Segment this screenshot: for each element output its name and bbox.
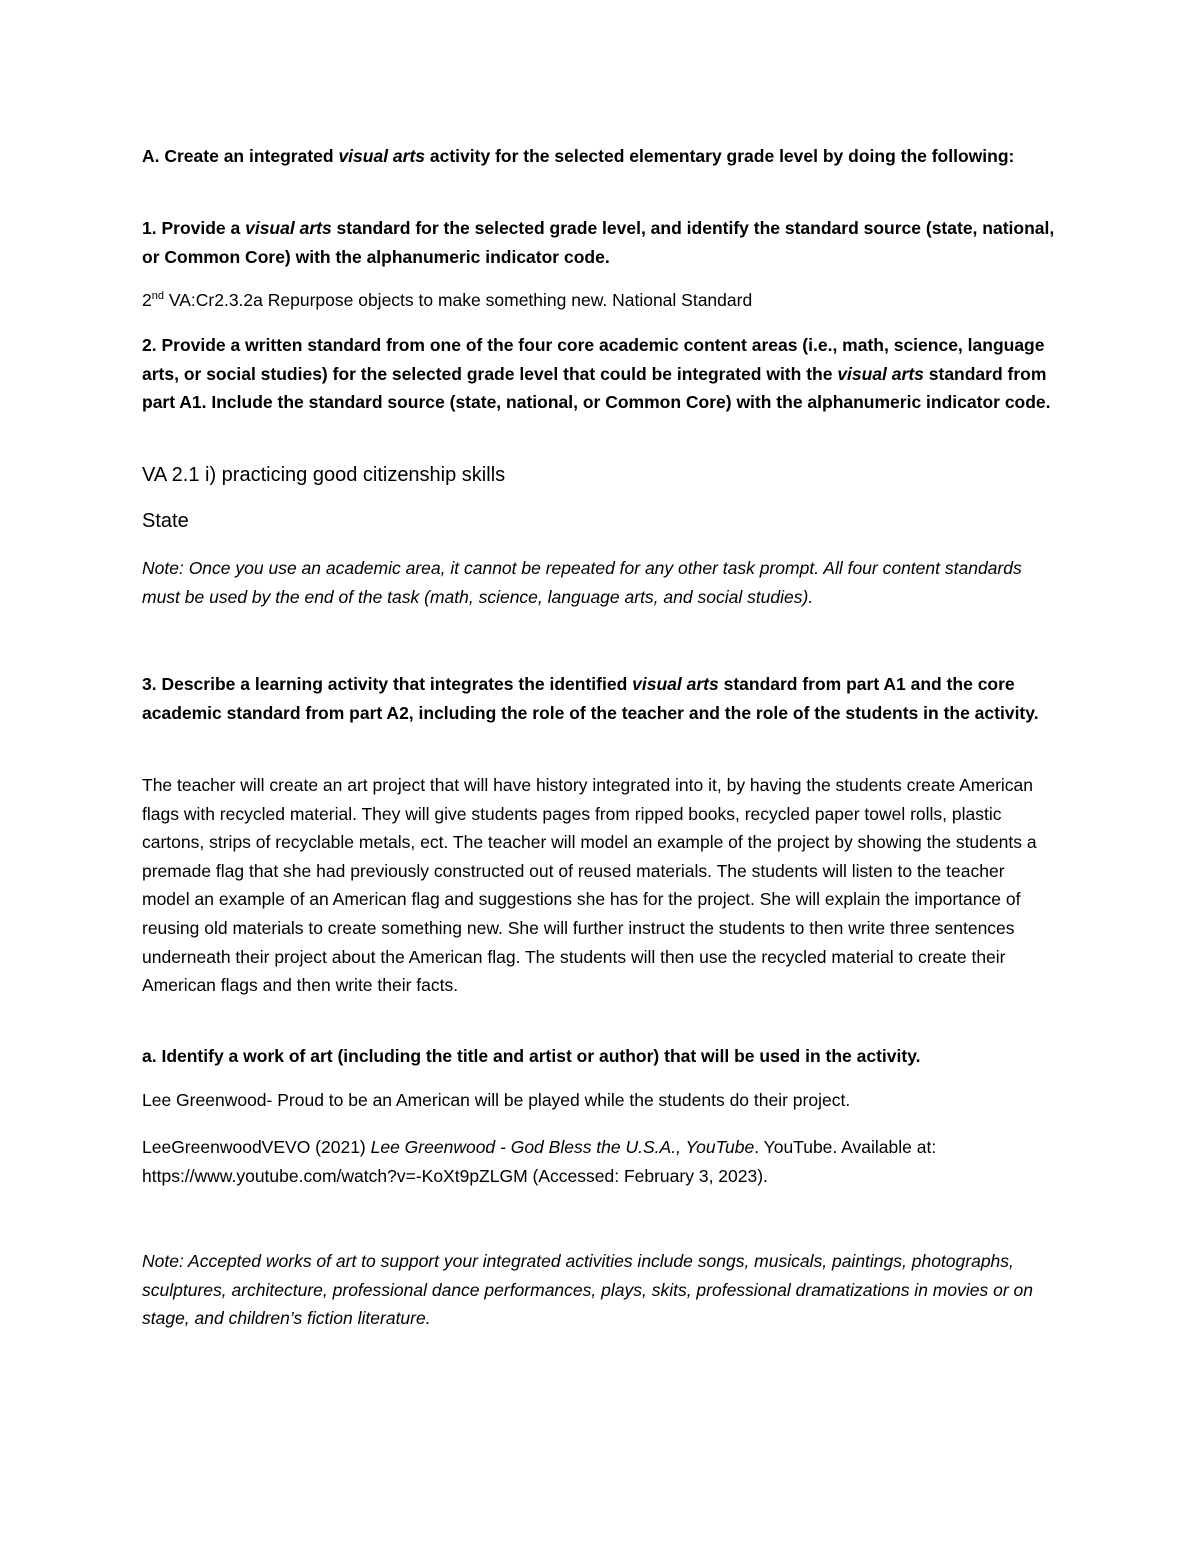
citation <box>142 1133 1057 1190</box>
note-1: Note: Once you use an academic area, it cannot be repeated for any other task prompt. All four content standards must be used by the end of the task (math, science, language arts, and social studies). <box>142 558 1022 607</box>
note-2: Note: Accepted works of art to support your integrated activities include songs, musicals, paintings, photographs, sculptures, architecture, professional dance performances, plays, skits, professional dramatizations in movies or on stage, and children’s fiction literature. <box>142 1251 1033 1329</box>
answer-3: The teacher will create an art project that will have history integrated into it, by having the students create American flags with recycled material. They will give students pages from ripped books, recycled paper towel rolls, plastic cartons, strips of recyclable metals, ect. The teacher will model an example of the project by showing the students a premade flag that she had previously constructed out of reused materials. The students will listen to the teacher model an example of an American flag and suggestions she has for the project. She will explain the importance of reusing old materials to create something new. She will further instruct the students to then write three sentences underneath their project about the American flag. The students will then use the recycled material to create their American flags and then write their facts. <box>142 775 1037 996</box>
section-a-suffix: activity for the selected elementary grade level by doing the following: <box>425 146 1015 166</box>
section-a-heading <box>142 142 1057 171</box>
answer-1-grade-superscript: nd <box>151 290 164 303</box>
prompt-a: a. Identify a work of art (including the title and artist or author) that will be used in the activity. <box>142 1046 921 1066</box>
citation-author: LeeGreenwoodVEVO (2021) <box>142 1137 371 1157</box>
citation-details: . YouTube. Available at: https://www.youtube.com/watch?v=-KoXt9pZLGM (Accessed: February 3, 2023). <box>142 1137 937 1186</box>
section-a-prefix: A. Create an integrated <box>142 146 339 166</box>
answer-a: Lee Greenwood- Proud to be an American will be played while the students do their project. <box>142 1090 851 1110</box>
prompt-2-suffix: standard from part A1. Include the standard source (state, national, or Common Core) with the alphanumeric indicator code. <box>142 363 1051 413</box>
answer-1-text: VA:Cr2.3.2a Repurpose objects to make something new. National Standard <box>163 290 753 310</box>
answer-2-source: State <box>142 510 189 532</box>
prompt-3 <box>142 670 1057 727</box>
citation-title: Lee Greenwood - God Bless the U.S.A., YouTube <box>370 1137 755 1157</box>
section-a-emphasis: visual arts <box>338 146 426 166</box>
prompt-2 <box>142 331 1057 417</box>
prompt-3-emphasis: visual arts <box>632 674 719 694</box>
prompt-1-emphasis: visual arts <box>245 218 332 238</box>
prompt-3-prefix: 3. Describe a learning activity that integrates the identified <box>142 674 633 694</box>
answer-1-grade: 2 <box>142 290 152 310</box>
answer-1 <box>142 286 1057 315</box>
prompt-3-suffix: standard from part A1 and the core academic standard from part A2, including the role of the teacher and the role of the students in the activity. <box>142 674 1039 723</box>
answer-2-standard: VA 2.1 i) practicing good citizenship skills <box>142 464 506 486</box>
prompt-1-suffix: standard for the selected grade level, and identify the standard source (state, national, or Common Core) with the alphanumeric indicator code. <box>142 218 1055 267</box>
prompt-2-prefix: 2. Provide a written standard from one of the four core academic content areas (i.e., math, science, language arts, or social studies) for the selected grade level that could be integrated with the <box>142 335 1045 384</box>
prompt-1 <box>142 214 1057 271</box>
prompt-2-emphasis: visual arts <box>837 363 924 384</box>
prompt-1-prefix: 1. Provide a <box>142 218 246 238</box>
